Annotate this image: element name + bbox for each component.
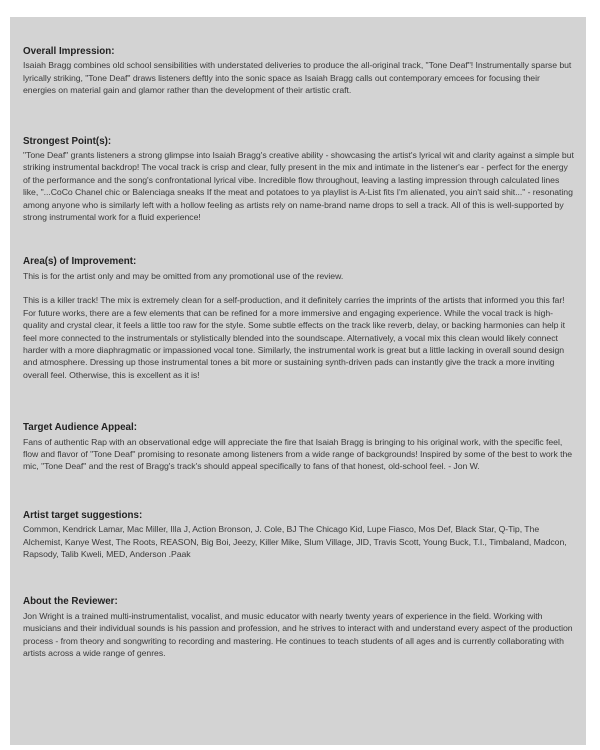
section-heading: Artist target suggestions:	[23, 509, 143, 521]
section-paragraph: Common, Kendrick Lamar, Mac Miller, Illa J, Action Bronson, J. Cole, BJ The Chicago Kid, Lupe Fiasco, Mos Def, Black Star, Q-Tip, The Alchemist, Kanye West, The Roots, REASON, Big Boi, Jeezy, Killer Mike, Slum Village, JID, Travis Scott, Young Buck, T.I., Timbaland, Madcon, Rapsody, Talib Kweli, MED, Anderson .Paak	[23, 524, 567, 559]
section-paragraph: Fans of authentic Rap with an observational edge will appreciate the fire that Isaiah Bragg is bringing to his original work, with the specific feel, flow and flavor of "Tone Deaf" promising to resonate among listeners from a wide range of backgrounds! Inspired by some of the best to work the mic, "Tone Deaf" and the rest of Bragg's track's should appeal specifically to fans of that honest, old-school feel. - Jon W.	[23, 436, 573, 472]
section-paragraph: Jon Wright is a trained multi-instrumentalist, vocalist, and music educator with nearly twenty years of experience in the field. Working with musicians and their individual sounds is his passion and profession, and he strives to interact with and understand every aspect of the production process - from theory and songwriting to recording and mastering. He continues to teach students of all ages and is currently collaborating with artists across a wide range of genres.	[23, 610, 573, 658]
section-heading: Target Audience Appeal:	[23, 422, 137, 434]
section-target-audience	[23, 422, 574, 473]
section-paragraph: Isaiah Bragg combines old school sensibilities with understated deliveries to produce the all-original track, "Tone Deaf"! Instrumentally sparse but lyrically striking, "Tone Deaf" draws listeners deftly into the sonic space as Isaiah Bragg calls out contemporary emcees for focusing their energies on material gain and glamor rather than the development of their artistic craft.	[23, 60, 572, 96]
section-paragraph: "Tone Deaf" grants listeners a strong glimpse into Isaiah Bragg's creative ability - showcasing the artist's lyrical wit and clarity against a simple but striking instrumental backdrop! The vocal track is crisp and clear, fully present in the mix and intimate in the listener's ear - perfect for the energy of the performance and the song's confrontational lyrical vibe. Incredible flow throughout, leaving a lasting impression through calculated lines like, "...CoCo Chanel chic or Balenciaga sneaks If the meat and potatoes to ya playlist is A-List fits I'm alienated, you ain't said shit..." - resonating among anyone who is similarly left with a hollow feeling as artists rely on name-brand name drops to sell a track. All of this is well-supported by strong instrumental work for a fluid experience!	[23, 150, 574, 223]
section-areas-of-improvement	[23, 256, 574, 381]
section-artist-suggestions	[23, 510, 574, 561]
section-heading: Overall Impression:	[23, 46, 115, 57]
section-about-reviewer	[23, 596, 574, 659]
section-heading: About the Reviewer:	[23, 596, 118, 608]
section-heading: Area(s) of Improvement:	[23, 256, 137, 268]
section-note: This is for the artist only and may be omitted from any promotional use of the review.	[23, 270, 344, 281]
section-paragraph: This is a killer track! The mix is extremely clean for a self-production, and it definitely carries the imprints of the artists that informed you this far! For future works, there are a few elements that can be refined for a more immersive and engaging experience. While the vocal track is high-quality and crystal clear, it feels a little too raw for the style. Some subtle effects on the track like reverb, delay, or backing harmonies can help it feel more connected to the instrumentals or stylistically blended into the soundscape. Alternatively, a vocal mix this clean would likely connect harder with a more diaphragmatic or impassioned vocal tone. Similarly, the instrumental work is great but a little lacking in overall sound design and atmosphere. Dressing up those instrumental tones a bit more or sustaining synth-driven pads can instantly give the track a more inviting overall feel. Otherwise, this is excellent as it is!	[23, 295, 566, 380]
section-overall-impression	[23, 46, 574, 97]
review-panel	[10, 17, 586, 745]
section-strongest-points	[23, 136, 574, 224]
section-heading: Strongest Point(s):	[23, 135, 112, 147]
